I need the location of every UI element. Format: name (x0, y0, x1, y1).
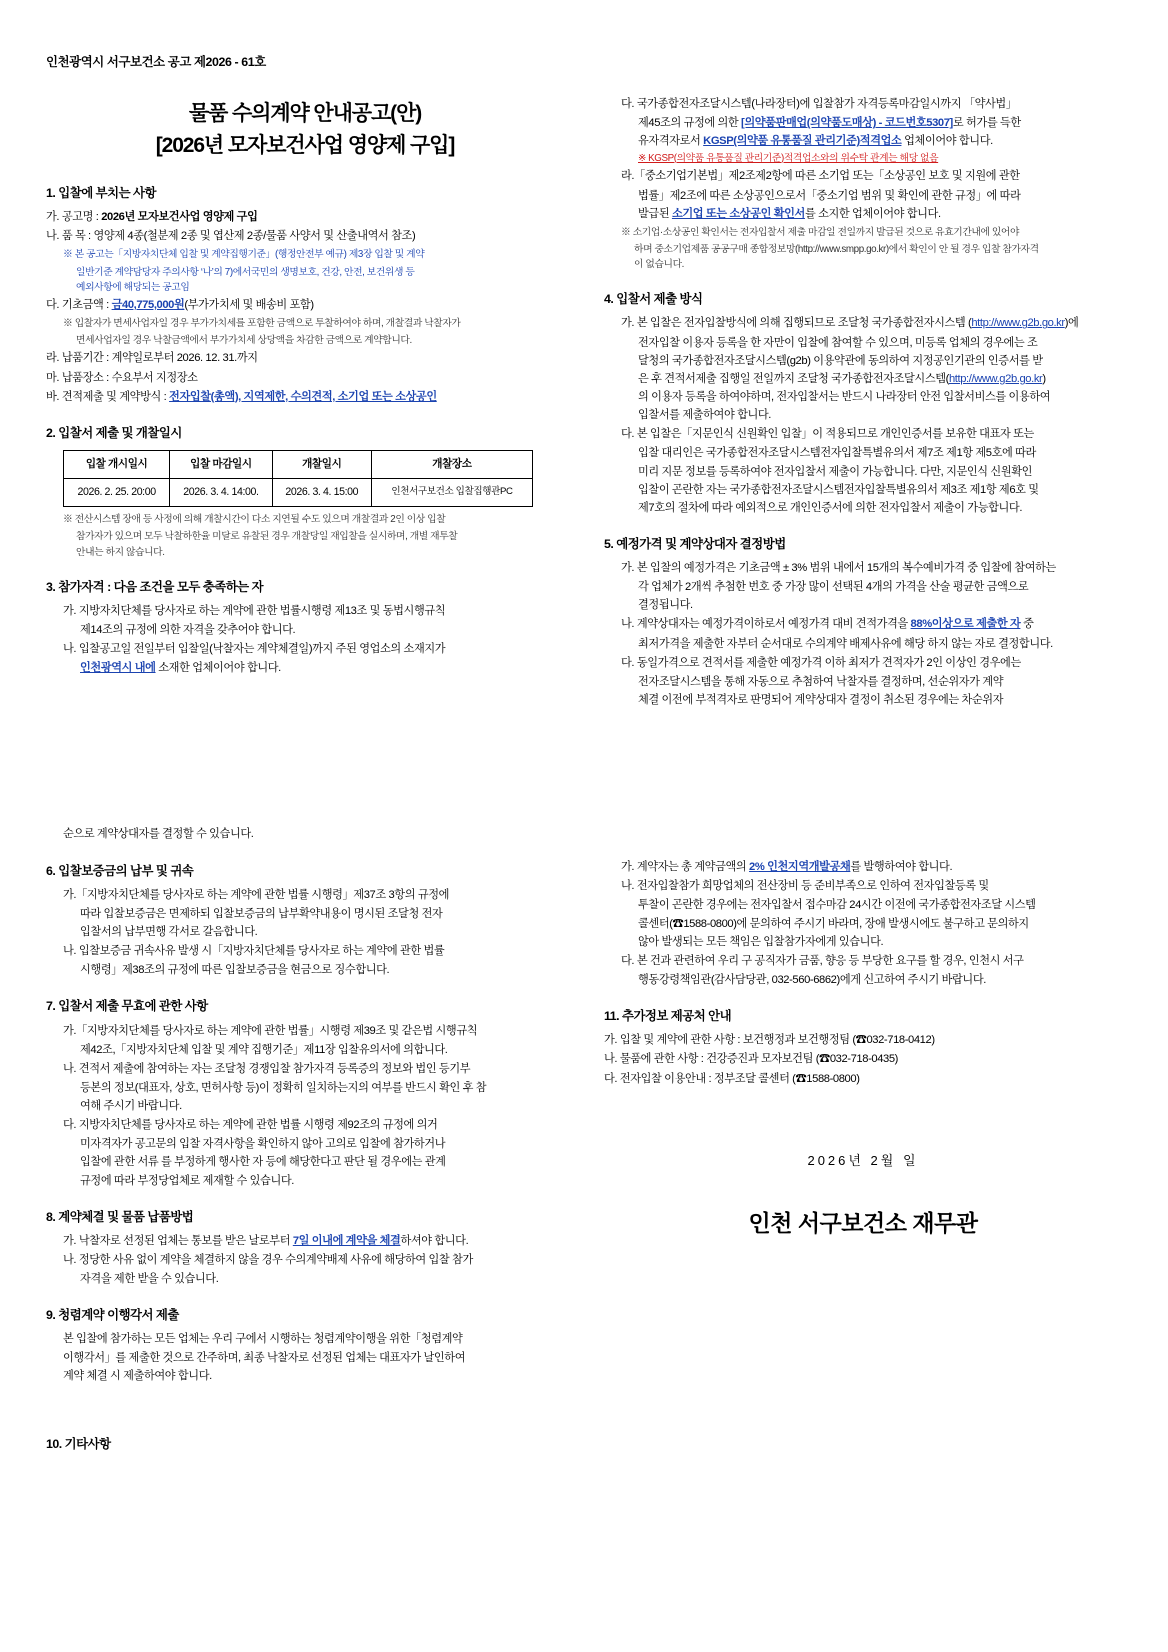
section-4-item-a-line-6: 입찰서를 제출하여야 합니다. (638, 409, 772, 422)
section-4-item-a-line-2: 전자입찰 이용자 등록을 한 자만이 입찰에 참여할 수 있으며, 미등록 업체의 경우에는 조 (638, 336, 1038, 349)
section-10-item-c-line-1: 다. 본 건과 관련하여 우리 구 공직자가 금품, 향응 등 부당한 요구를 할 경우, 인천시 서구 (621, 954, 1024, 967)
col-header-end: 입찰 마감일시 (170, 450, 272, 478)
bid-schedule-table (63, 450, 533, 507)
section-2-note-line-1: ※ 전산시스템 장애 등 사정에 의해 개찰시간이 다소 지연될 수도 있으며 개찰결과 2인 이상 입찰 (63, 514, 446, 526)
section-3-item-c-note: ※ KGSP(의약품 유통품질 관리기준)적격업소와의 위수탁 관계는 해당 없음 (638, 152, 939, 164)
s3r-c3-link: KGSP(의약품 유통품질 관리기준)적격업소 (703, 135, 902, 148)
section-10-item-b-line-2: 투찰이 곤란한 경우에는 전자입찰서 접수마감 24시간 이전에 국가종합전자조달 시스템 (638, 899, 1036, 912)
section-1-heading: 1. 입찰에 부치는 사항 (46, 186, 156, 201)
section-5-heading: 5. 예정가격 및 계약상대자 결정방법 (604, 536, 786, 551)
section-6-heading: 6. 입찰보증금의 납부 및 귀속 (46, 863, 194, 878)
section-10-item-b-line-1: 나. 전자입찰참가 희망업체의 전산장비 등 준비부족으로 인하여 전자입찰등록 및 (621, 880, 989, 893)
section-3-heading: 3. 참가자격 : 다음 조건을 모두 충족하는 자 (46, 579, 264, 594)
section-10-item-b-line-3: 콜센터(☎1588-0800)에 문의하여 주시기 바라며, 장애 발생시에도 불구하고 문의하지 (638, 917, 1029, 930)
s3-b-tail: 소재한 업체이어야 합니다. (155, 662, 281, 675)
s1-c-value: 금40,775,000원 (111, 298, 185, 311)
section-5-item-a-line-1: 가. 본 입찰의 예정가격은 기초금액 ± 3% 범위 내에서 15개의 복수예비가격 중 입찰에 참여하는 (621, 562, 1056, 575)
section-5-item-a-line-2: 각 업체가 2개씩 추첨한 번호 중 가장 많이 선택된 4개의 가격을 산술 평균한 금액으로 (638, 581, 1029, 594)
section-5-item-a-line-3: 결정됩니다. (638, 599, 693, 612)
section-1-item-a (46, 208, 564, 226)
section-11-item-b: 나. 물품에 관한 사항 : 건강증진과 모자보건팀 (☎032-718-0435) (604, 1053, 899, 1066)
section-4-item-a-line-4 (604, 370, 1122, 388)
s3r-c3-pre: 유자격자로서 (638, 135, 704, 148)
section-3-item-d-line-3 (604, 205, 1122, 223)
s1-a-label: 가. 공고명 : (46, 211, 99, 224)
title-line-1: 물품 수의계약 안내공고(안) (188, 102, 422, 126)
section-10-heading: 10. 기타사항 (46, 1436, 111, 1451)
left-column (46, 94, 564, 1459)
section-7-item-a-line-1: 가.「지방자치단체를 당사자로 하는 계약에 관한 법률」시행령 제39조 및 같은법 시행규칙 (63, 1024, 478, 1037)
section-7-item-a-line-2: 제42조,「지방자치단체 입찰 및 계약 집행기준」제11장 입찰유의서에 의합니다. (80, 1043, 448, 1056)
section-7-item-b-line-1: 나. 견적서 제출에 참여하는 자는 조달청 경쟁입찰 참가자격 등록증의 정보와 법인 등기부 (63, 1062, 471, 1075)
section-3-item-d-note-line-1: ※ 소기업·소상공인 확인서는 전자입찰서 제출 마감일 전일까지 발급된 것으로 유효기간내에 있어야 (621, 226, 1020, 238)
section-5-item-c-line-3: 체결 이전에 부적격자로 판명되어 계약상대자 결정이 취소된 경우에는 차순위자 (638, 694, 1004, 707)
section-1-note-1-line-2: 일반기준 계약담당자 주의사항 ‘나’의 7)에서국민의 생명보호, 건강, 안전, 보건위생 등 (76, 266, 415, 278)
col-header-place: 개찰장소 (371, 450, 532, 478)
s1-c-label: 다. 기초금액 : (46, 298, 109, 311)
s4-a4-link: http://www.g2b.go.kr (948, 372, 1043, 385)
section-1-item-c (46, 296, 564, 314)
section-1-item-d: 라. 납품기간 : 계약일로부터 2026. 12. 31.까지 (46, 352, 258, 365)
section-3-item-a-line-2: 제14조의 규정에 의한 자격을 갖추어야 합니다. (80, 624, 296, 637)
cell-end: 2026. 3. 4. 14:00. (170, 479, 272, 507)
section-5-item-c-line-2: 전자조달시스템을 통해 자동으로 추첨하여 낙찰자를 결정하며, 선순위자가 계약 (638, 675, 1004, 688)
section-8-item-b-line-2: 자격을 제한 받을 수 있습니다. (80, 1273, 219, 1286)
s3r-d3-tail: 를 소지한 업체이어야 합니다. (804, 207, 941, 220)
section-1-item-b (46, 227, 564, 245)
s10r-a-tail: 를 발행하여야 합니다. (850, 861, 953, 874)
s3r-c2-pre: 제45조의 규정에 의한 (638, 117, 742, 130)
s3r-c3-tail: 업체이어야 합니다. (901, 135, 993, 148)
section-8-item-b-line-1: 나. 정당한 사유 없이 계약을 체결하지 않을 경우 수의계약배제 사유에 해당하여 입찰 참가 (63, 1254, 473, 1266)
s3r-c2-link: [의약품판매업(의약품도매상) - 코드번호5307] (741, 117, 953, 130)
signature-block (604, 1150, 1122, 1242)
section-4-heading: 4. 입찰서 제출 방식 (604, 292, 703, 307)
section-4-item-b-line-4: 입찰이 곤란한 자는 국가종합전자조달시스템전자입찰특별유의서 제3조 제1항 제6호 및 (638, 483, 1039, 496)
section-2-heading: 2. 입찰서 제출 및 개찰일시 (46, 425, 182, 440)
section-7-heading: 7. 입찰서 제출 무효에 관한 사항 (46, 999, 208, 1014)
section-10-item-c-line-2: 행동강령책임관(감사담당관, 032-560-6862)에게 신고하여 주시기 바랍니다. (638, 974, 986, 987)
s1-c-tail: (부가가치세 및 배송비 포함) (184, 298, 314, 311)
section-1-item-f (46, 388, 564, 406)
s8-a-pre: 가. 낙찰자로 선정된 업체는 통보를 받은 날로부터 (63, 1234, 293, 1247)
col-header-start: 입찰 개시일시 (64, 450, 170, 478)
s4-a4-tail: ) (1042, 372, 1046, 385)
s1-f-value: 전자입찰(총액), 지역제한, 수의견적, 소기업 또는 소상공인 (169, 390, 437, 403)
s10r-a-link: 2% 인천지역개발공채 (749, 861, 851, 874)
table-header-row (64, 450, 533, 478)
section-8-heading: 8. 계약체결 및 물품 납품방법 (46, 1209, 194, 1224)
section-7-item-c-line-4: 규정에 따라 부정당업체로 제재할 수 있습니다. (80, 1174, 294, 1187)
section-9-heading: 9. 청렴계약 이행각서 제출 (46, 1308, 179, 1323)
section-5-continued: 순으로 계약상대자를 결정할 수 있습니다. (63, 828, 254, 841)
section-2-note-line-2: 참가자가 있으며 모두 낙찰하한율 미달로 유찰된 경우 개찰당일 재입찰을 실시하며, 개별 재투찰 (76, 531, 458, 543)
section-4-item-b-line-5: 제7호의 절차에 따라 예외적으로 개인인증서에 의한 전자입찰서 제출이 가능합니다. (638, 501, 1023, 514)
signature-organization: 인천 서구보건소 재무관 (748, 1209, 978, 1236)
section-5-item-b-line-2: 최저가격을 제출한 자부터 순서대로 수의계약 배제사유에 해당 하지 않는 자로 결정합니다. (638, 637, 1053, 650)
section-3-item-d-note-line-2: 하며 중소기업제품 공공구매 종합정보망(http://www.smpp.go.kr)에서 확인이 안 될 경우 입찰 참가자격 (634, 243, 1039, 255)
s1-b-label: 나. 품 목 : (46, 230, 91, 243)
column-gap-spacer (46, 677, 564, 825)
section-1-note-2-line-2: 면세사업자일 경우 낙찰금액에서 부가가치세 상당액을 차감한 금액으로 계약합니다. (76, 335, 412, 347)
section-10-item-a (604, 858, 1122, 876)
section-6-item-b-line-1: 나. 입찰보증금 귀속사유 발생 시「지방자치단체를 당사자로 하는 계약에 관한 법률 (63, 945, 445, 958)
section-5-item-b-line-1 (604, 615, 1122, 633)
section-4-item-b-line-3: 미리 지문 정보를 등록하여야 전자입찰서 제출이 가능합니다. 다만, 지문인식 신원확인 (638, 465, 1033, 478)
section-5-item-c-line-1: 다. 동일가격으로 견적서를 제출한 예정가격 이하 최저가 견적자가 2인 이상인 경우에는 (621, 656, 1021, 669)
s1-a-value: 2026년 모자보건사업 영양제 구입 (101, 211, 258, 224)
right-column-gap-spacer (604, 709, 1122, 857)
s10r-a-pre: 가. 계약자는 총 계약금액의 (621, 861, 750, 874)
section-10-item-b-line-4: 않아 발생되는 모든 책임은 입찰참가자에게 있습니다. (638, 935, 884, 948)
section-4-item-b-line-2: 입찰 대리인은 국가종합전자조달시스템전자입찰특별유의서 제7조 제1항 제5호에 따라 (638, 447, 1036, 460)
section-3-item-b-line-2 (46, 659, 564, 677)
section-1-item-e: 마. 납품장소 : 수요부서 지정장소 (46, 371, 198, 384)
section-3-item-c-line-3 (604, 132, 1122, 150)
s5-b1-tail: 중 (1020, 618, 1034, 631)
section-8-item-a (46, 1232, 564, 1250)
section-1-note-1-line-3: 예외사항에 해당되는 공고임 (76, 281, 190, 293)
s3r-c2-tail: 로 허가를 득한 (952, 117, 1021, 130)
section-4-item-a-line-1 (604, 314, 1122, 332)
section-1-note-2-line-1: ※ 입찰자가 면세사업자일 경우 부가가치세를 포함한 금액으로 투찰하여야 하며, 개찰결과 낙찰자가 (63, 318, 461, 330)
section-6-item-a-line-1: 가.「지방자치단체를 당사자로 하는 계약에 관한 법률 시행령」제37조 3항의 규정에 (63, 888, 450, 901)
s5-b1-link: 88%이상으로 제출한 자 (910, 618, 1021, 631)
section-3-item-b-line-1: 나. 입찰공고일 전일부터 입찰일(낙찰자는 계약체결일)까지 주된 영업소의 소재지가 (63, 643, 446, 656)
s3r-d3-pre: 발급된 (638, 207, 672, 220)
s8-a-tail: 하셔야 합니다. (400, 1234, 469, 1247)
table-row (64, 479, 533, 507)
section-3-item-d-line-2: 법률」제2조에 따른 소상공인으로서「중소기업 범위 및 확인에 관한 규정」에 따라 (638, 189, 1021, 202)
section-3-item-a-line-1: 가. 지방자치단체를 당사자로 하는 계약에 관한 법률시행령 제13조 및 동법시행규칙 (63, 604, 446, 617)
cell-start: 2026. 2. 25. 20:00 (64, 479, 170, 507)
document-number: 인천광역시 서구보건소 공고 제2026 - 61호 (46, 55, 266, 69)
s3r-d3-link: 소기업 또는 소상공인 확인서 (671, 207, 805, 220)
document-title (46, 98, 564, 161)
s8-a-link: 7일 이내에 계약을 체결 (292, 1234, 401, 1247)
cell-place: 인천서구보건소 입찰집행관PC (371, 479, 532, 507)
section-11-item-a: 가. 입찰 및 계약에 관한 사항 : 보건행정과 보건행정팀 (☎032-718-0412) (604, 1034, 935, 1047)
cell-open: 2026. 3. 4. 15:00 (272, 479, 371, 507)
s1-b-value: 영양제 4종(철분제 2종 및 엽산제 2종/물품 사양서 및 산출내역서 참조) (93, 230, 416, 243)
s4-a1-link: http://www.g2b.go.kr (971, 317, 1065, 330)
section-3-item-d-line-1: 라.「중소기업기본법」제2조제2항에 따른 소기업 또는「소상공인 보호 및 지원에 관한 (621, 170, 1020, 183)
section-4-item-a-line-3: 달청의 국가종합전자조달시스템(g2b) 이용약관에 동의하여 지정공인기관의 인증서를 받 (638, 354, 1043, 367)
section-7-item-b-line-2: 등본의 정보(대표자, 상호, 면허사항 등)이 정확히 일치하는지의 여부를 반드시 확인 후 참 (80, 1081, 487, 1094)
signature-date: 2026년 2월 일 (807, 1152, 919, 1168)
section-1-note-1-line-1: ※ 본 공고는「지방자치단체 입찰 및 계약집행기준」(행정안전부 예규) 제3장 입찰 및 계약 (63, 249, 425, 261)
section-6-item-b-line-2: 시행령」제38조의 규정에 따른 입찰보증금을 현금으로 징수합니다. (80, 964, 390, 977)
section-7-item-c-line-3: 입찰에 관한 서류 를 부정하게 행사한 자 등에 해당한다고 판단 될 경우에는 관계 (80, 1156, 446, 1169)
s5-b1-pre: 나. 계약상대자는 예정가격이하로서 예정가격 대비 견적가격을 (621, 618, 911, 631)
section-6-item-a-line-3: 입찰서의 납부면행 각서로 갈음합니다. (80, 925, 258, 938)
section-9-line-1: 본 입찰에 참가하는 모든 업체는 우리 구에서 시행하는 청렴계약이행을 위한「청렴계약 (63, 1333, 463, 1346)
s3-b-link: 인천광역시 내에 (80, 662, 156, 675)
section-4-item-b-line-1: 다. 본 입찰은「지문인식 신원확인 입찰」이 적용되므로 개인인증서를 보유한 대표자 또는 (621, 428, 1034, 441)
section-7-item-c-line-1: 다. 지방자치단체를 당사자로 하는 계약에 관한 법률 시행령 제92조의 규정에 의거 (63, 1119, 438, 1132)
section-4-item-a-line-5: 의 이용자 등록을 하여야하며, 전자입찰서는 반드시 나라장터 안전 입찰서비스를 이용하여 (638, 390, 1051, 403)
s4-a4-pre: 은 후 견적서제출 집행일 전일까지 조달청 국가종합전자조달시스템( (638, 372, 949, 385)
section-9-line-3: 계약 체결 시 제출하여야 합니다. (63, 1369, 212, 1382)
s4-a1-pre: 가. 본 입찰은 전자입찰방식에 의해 집행되므로 조달청 국가종합전자시스템 ( (621, 317, 972, 330)
two-column-layout (46, 94, 1122, 1459)
section-11-heading: 11. 추가정보 제공처 안내 (604, 1009, 732, 1024)
title-line-2: [2026년 모자보건사업 영양제 구입] (155, 133, 455, 157)
section-3-item-c-line-2 (604, 114, 1122, 132)
section-11-item-c: 다. 전자입찰 이용안내 : 정부조달 콜센터 (☎1588-0800) (604, 1072, 860, 1085)
section-6-item-a-line-2: 따라 입찰보증금은 면제하되 입찰보증금의 납부확약내용이 명시된 조달청 전자 (80, 907, 443, 920)
s1-f-label: 바. 견적제출 및 계약방식 : (46, 390, 167, 403)
right-column (604, 94, 1122, 1242)
section-3-item-c-line-1: 다. 국가종합전자조달시스템(나라장터)에 입찰참가 자격등록마감일시까지 「약사법」 (621, 98, 1017, 111)
section-9-line-2: 이행각서」를 제출한 것으로 간주하며, 최종 낙찰자로 선정된 업체는 대표자가 날인하여 (63, 1351, 466, 1364)
section-7-item-c-line-2: 미자격자가 공고문의 입찰 자격사항을 확인하지 않아 고의로 입찰에 참가하거나 (80, 1138, 446, 1151)
section-2-note-line-3: 안내는 하지 않습니다. (76, 546, 165, 558)
section-10-spacer (46, 1385, 564, 1417)
section-3-item-d-note-line-3: 이 없습니다. (634, 259, 684, 271)
s4-a1-tail: )에 (1064, 317, 1079, 330)
col-header-open: 개찰일시 (272, 450, 371, 478)
section-7-item-b-line-3: 여해 주시기 바랍니다. (80, 1100, 182, 1113)
